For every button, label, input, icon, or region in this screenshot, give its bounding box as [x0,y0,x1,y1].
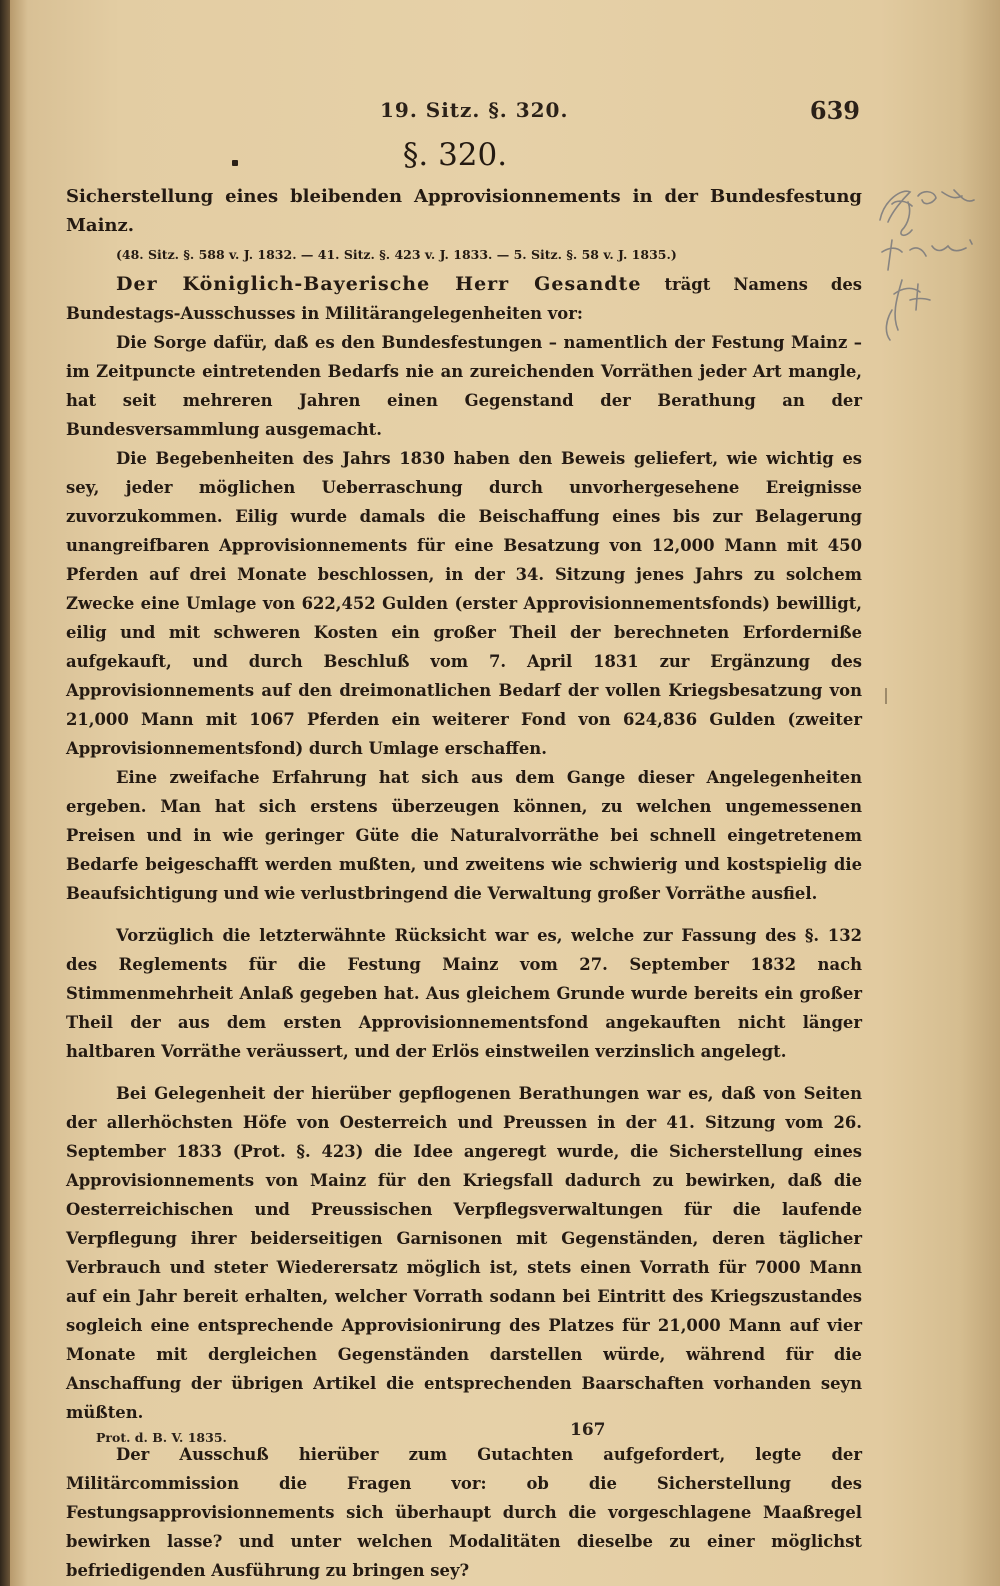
margin-tick [885,688,887,704]
paragraph: Bei Gelegenheit der hierüber gepflogenen Berathungen war es, daß von Seiten der allerhöchsten Höfe von Oesterreich und Preussen in der 41. Sitzung vom 26. September 1833 (Prot. §. 423) die Idee angeregt wurde, die Sicherstellung eines Approvisionnements von Mainz für den Kriegsfall dadurch zu bewirken, daß die Oesterreichischen und Preussischen Verpflegsverwaltungen für die laufende Verpflegung ihrer beiderseitigen Garnisonen mit Gegenständen, deren täglicher Verbrauch und steter Wiederersatz möglich ist, stets einen Vorrath für 7000 Mann auf ein Jahr bereit erhalten, welcher Vorrath sodann bei Eintritt des Kriegszustandes sogleich eine entsprechende Approvisionirung des Platzes für 21,000 Mann auf vier Monate mit dergleichen Gegenständen darstellen würde, während für die Anschaffung der übrigen Artikel die entsprechenden Baarschaften vorhanden seyn müßten. [66,1084,862,1422]
paragraph: Die Sorge dafür, daß es den Bundesfestungen – namentlich der Festung Mainz – im Zeitpuncte eintretenden Bedarfs nie an zureichenden Vorräthen jeder Art mangle, hat seit mehreren Jahren einen Gegenstand der Berathung an der Bundesversammlung ausgemacht. [66,333,862,439]
page-header [380,98,860,130]
paragraph-gap [66,908,862,921]
page-footer [96,1420,876,1450]
intro-paragraph [66,270,862,328]
paragraph-gap [66,1066,862,1079]
handwritten-annotation [862,160,992,360]
book-gutter [0,0,10,1586]
body-text [66,182,862,1585]
ink-mark [232,160,238,166]
page-number: 639 [809,96,860,125]
references: (48. Sitz. §. 588 v. J. 1832. — 41. Sitz. §. 423 v. J. 1833. — 5. Sitz. §. 58 v. J. 1835.) [116,247,677,262]
footer-reference: Prot. d. B. V. 1835. [96,1430,227,1445]
section-title: §. 320. [402,137,508,173]
intro-text: trägt Namens des Bundestags-Ausschusses in Militärangelegenheiten vor: [66,275,862,323]
signature-mark: 167 [570,1420,606,1440]
section-heading: Sicherstellung eines bleibenden Approvisionnements in der Bundesfestung Mainz. [66,186,862,236]
paragraph: Der Ausschuß hierüber zum Gutachten aufgefordert, legte der Militärcommission die Fragen vor: ob die Sicherstellung des Festungsapprovisionnements sich überhaupt durch die vorgeschlagene Maaßregel bewirken lasse? und unter welchen Modalitäten dieselbe zu einer möglichst befriedigenden Ausführung zu bringen sey? [66,1445,862,1580]
speaker: Der Königlich-Bayerische Herr Gesandte [116,273,642,295]
running-head: 19. Sitz. §. 320. [380,98,569,122]
paragraph: Vorzüglich die letzterwähnte Rücksicht war es, welche zur Fassung des §. 132 des Reglements für die Festung Mainz vom 27. September 1832 nach Stimmenmehrheit Anlaß gegeben hat. Aus gleichem Grunde wurde bereits ein großer Theil der aus dem ersten Approvisionnementsfond angekauften nicht länger haltbaren Vorräthe veräussert, und der Erlös einstweilen verzinslich angelegt. [66,926,862,1061]
paragraph: Die Begebenheiten des Jahrs 1830 haben den Beweis geliefert, wie wichtig es sey, jeder möglichen Ueberraschung durch unvorhergesehene Ereignisse zuvorzukommen. Eilig wurde damals die Beischaffung eines bis zur Belagerung unangreifbaren Approvisionnements für eine Besatzung von 12,000 Mann mit 450 Pferden auf drei Monate beschlossen, in der 34. Sitzung jenes Jahrs zu solchem Zwecke eine Umlage von 622,452 Gulden (erster Approvisionnementsfonds) bewilligt, eilig und mit schweren Kosten ein großer Theil der berechneten Erforderniße aufgekauft, und durch Beschluß vom 7. April 1831 zur Ergänzung des Approvisionnements auf den dreimonatlichen Bedarf der vollen Kriegsbesatzung von 21,000 Mann mit 1067 Pferden ein weiterer Fond von 624,836 Gulden (zweiter Approvisionnementsfond) durch Umlage erschaffen. [66,449,862,758]
paragraph: Eine zweifache Erfahrung hat sich aus dem Gange dieser Angelegenheiten ergeben. Man hat sich erstens überzeugen können, zu welchen ungemessenen Preisen und in wie geringer Güte die Naturalvorräthe bei schnell eingetretenem Bedarfe beigeschafft werden mußten, und zweitens wie schwierig und kostspielig die Beaufsichtigung und wie verlustbringend die Verwaltung großer Vorräthe ausfiel. [66,768,862,903]
